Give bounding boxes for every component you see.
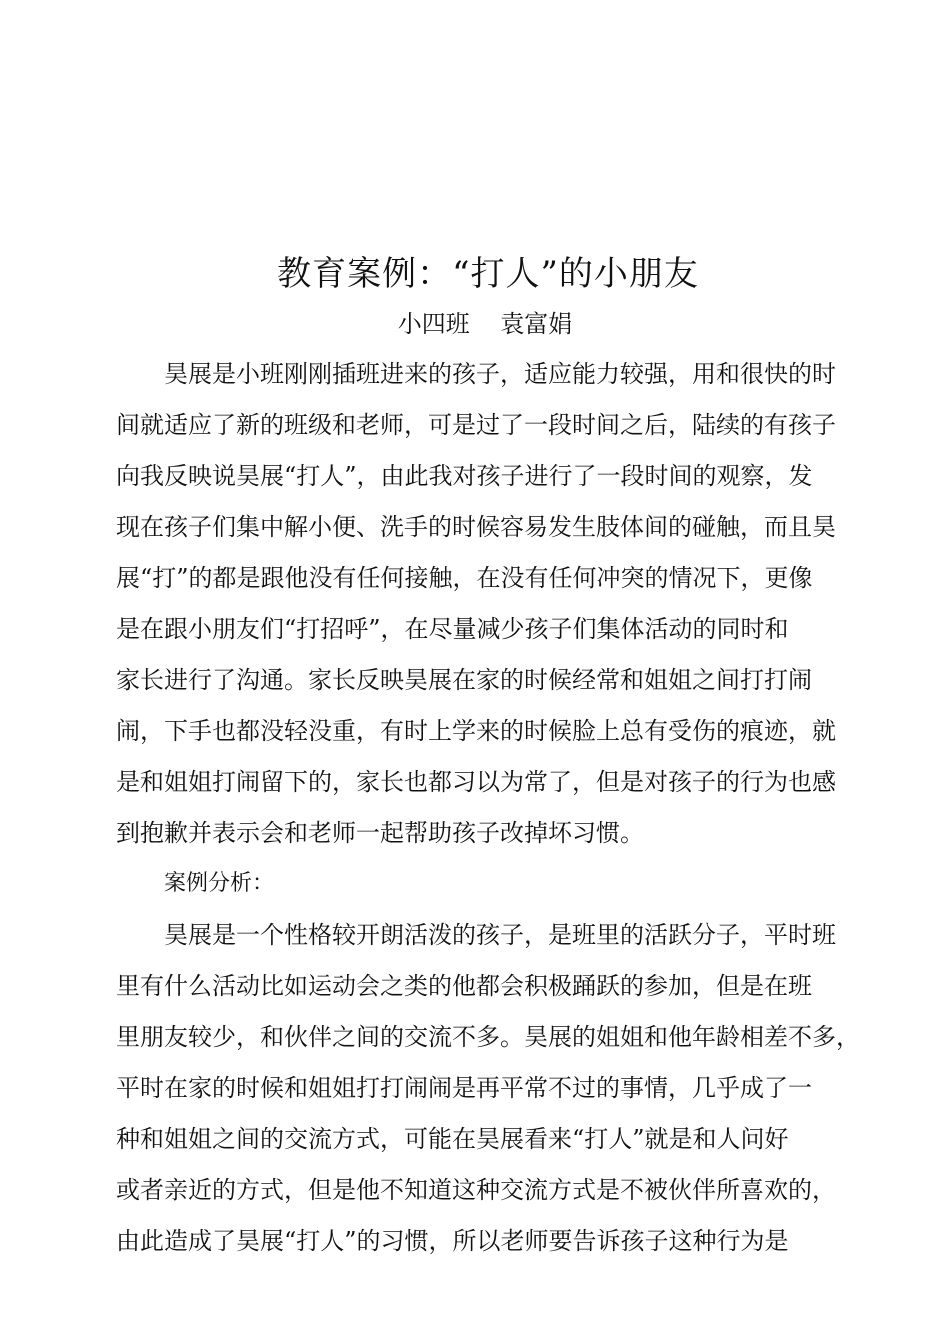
paragraph-line: 现在孩子们集中解小便、洗手的时候容易发生肢体间的碰触，而且昊 <box>116 513 836 541</box>
author-byline: 小四班 袁富娟 <box>397 310 573 338</box>
paragraph-line: 平时在家的时候和姐姐打打闹闹是再平常不过的事情，几乎成了一 <box>116 1074 812 1102</box>
paragraph-line: 是和姐姐打闹留下的，家长也都习以为常了，但是对孩子的行为也感 <box>116 768 836 796</box>
paragraph-line: 家长进行了沟通。家长反映昊展在家的时候经常和姐姐之间打打闹 <box>116 666 812 694</box>
paragraph-line: 昊展是一个性格较开朗活泼的孩子，是班里的活跃分子，平时班 <box>164 921 836 949</box>
paragraph-line: 是在跟小朋友们“打招呼”，在尽量减少孩子们集体活动的同时和 <box>116 615 789 643</box>
paragraph-line: 到抱歉并表示会和老师一起帮助孩子改掉坏习惯。 <box>116 819 644 847</box>
paragraph-line: 间就适应了新的班级和老师，可是过了一段时间之后，陆续的有孩子 <box>116 411 836 439</box>
paragraph-line: 昊展是小班刚刚插班进来的孩子，适应能力较强，用和很快的时 <box>164 360 836 388</box>
paragraph-line: 展“打”的都是跟他没有任何接触，在没有任何冲突的情况下，更像 <box>116 564 813 592</box>
paragraph-line: 种和姐姐之间的交流方式，可能在昊展看来“打人”就是和人问好 <box>116 1125 789 1153</box>
paragraph-line: 里有什么活动比如运动会之类的他都会积极踊跃的参加，但是在班 <box>116 972 812 1000</box>
paragraph-line: 里朋友较少，和伙伴之间的交流不多。昊展的姐姐和他年龄相差不多， <box>116 1023 860 1051</box>
paragraph-line: 或者亲近的方式，但是他不知道这种交流方式是不被伙伴所喜欢的， <box>116 1176 836 1204</box>
document-title: 教育案例：“打人”的小朋友 <box>277 254 699 294</box>
section-heading: 案例分析： <box>164 871 275 896</box>
paragraph-line: 向我反映说昊展“打人”，由此我对孩子进行了一段时间的观察，发 <box>116 462 813 490</box>
paragraph-line: 闹，下手也都没轻没重，有时上学来的时候脸上总有受伤的痕迹，就 <box>116 717 836 745</box>
paragraph-line: 由此造成了昊展“打人”的习惯，所以老师要告诉孩子这种行为是 <box>116 1227 789 1255</box>
